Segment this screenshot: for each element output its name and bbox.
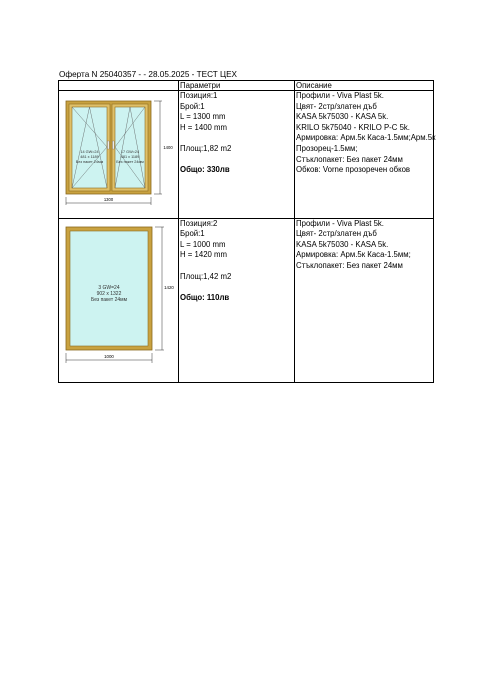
param-area: Площ:1,42 m2 <box>180 271 232 281</box>
desc-color: Цвят- 2стр/златен дъб <box>296 101 377 111</box>
param-spacer <box>180 261 293 272</box>
sash-label-right-1: 17 GW=24 <box>120 150 140 154</box>
parameters-cell <box>179 218 295 383</box>
desc-reinforcement-cont: Прозорец-1.5мм; <box>296 143 358 153</box>
pane-label-2: 902 x 1322 <box>96 290 122 297</box>
desc-profile: Профили - Viva Plast 5k. <box>296 91 384 100</box>
table-header-row <box>59 81 434 91</box>
column-header-description: Описание <box>295 81 434 91</box>
param-height: H = 1400 mm <box>180 122 228 132</box>
parameters-cell <box>179 91 295 219</box>
offer-table <box>58 80 434 383</box>
param-count: Брой:1 <box>180 101 205 111</box>
sash-label-left-2: 481 x 1189 <box>80 155 99 159</box>
param-total: Общо: 330лв <box>180 165 230 175</box>
drawing-cell <box>59 91 179 219</box>
param-position: Позиция:2 <box>180 218 218 228</box>
desc-reinforcement: Армировка: Арм.5к Каса-1.5мм; <box>296 250 411 260</box>
desc-reinforcement: Армировка: Арм.5к Каса-1.5мм;Арм.5к <box>296 133 436 143</box>
desc-sash: KRILO 5k75040 - KRILO P-C 5k. <box>296 122 410 132</box>
description-cell <box>295 218 434 383</box>
sash-label-left-1: 14 GW=24 <box>80 150 99 154</box>
param-total: Общо: 110лв <box>180 292 230 302</box>
param-spacer <box>180 155 293 166</box>
height-dimension-1: 1400 <box>163 145 173 150</box>
column-header-drawing <box>59 81 179 91</box>
sash-label-right-3: Без пакет 24мм <box>116 160 144 164</box>
column-header-parameters: Параметри <box>179 81 295 91</box>
param-spacer <box>180 282 293 293</box>
window-drawing-1 <box>59 91 179 214</box>
param-count: Брой:1 <box>180 229 205 239</box>
desc-frame: KASA 5k75030 - KASA 5k. <box>296 112 389 122</box>
sash-label-right-2: 481 x 1189 <box>120 155 140 159</box>
width-dimension-2: 1000 <box>104 353 114 359</box>
param-length: L = 1300 mm <box>180 112 226 122</box>
window-drawing-2 <box>59 219 179 379</box>
param-height: H = 1420 mm <box>180 250 228 260</box>
desc-hardware: Обков: Vorne прозоречен обков <box>296 165 411 175</box>
param-spacer <box>180 133 293 144</box>
drawing-cell <box>59 218 179 383</box>
sash-label-left-3: Без пакет 24мм <box>75 160 104 164</box>
desc-glazing: Стъклопакет: Без пакет 24мм <box>296 154 403 164</box>
table-row <box>59 218 434 383</box>
offer-title: Оферта N 25040357 - - 28.05.2025 - ТЕСТ ЦЕХ <box>59 70 238 79</box>
desc-color: Цвят- 2стр/златен дъб <box>296 229 377 239</box>
description-cell <box>295 91 434 219</box>
height-dimension-2: 1420 <box>164 284 174 290</box>
pane-label-1: 3 GW=24 <box>98 284 120 291</box>
param-length: L = 1000 mm <box>180 239 226 249</box>
desc-profile: Профили - Viva Plast 5k. <box>296 218 384 228</box>
param-area: Площ:1,82 m2 <box>180 143 232 153</box>
table-row <box>59 91 434 219</box>
desc-glazing: Стъклопакет: Без пакет 24мм <box>296 260 403 270</box>
width-dimension-1: 1300 <box>103 197 114 202</box>
param-position: Позиция:1 <box>180 91 218 100</box>
desc-frame: KASA 5k75030 - KASA 5k. <box>296 239 389 249</box>
pane-label-3: Без пакет 24мм <box>90 296 128 303</box>
